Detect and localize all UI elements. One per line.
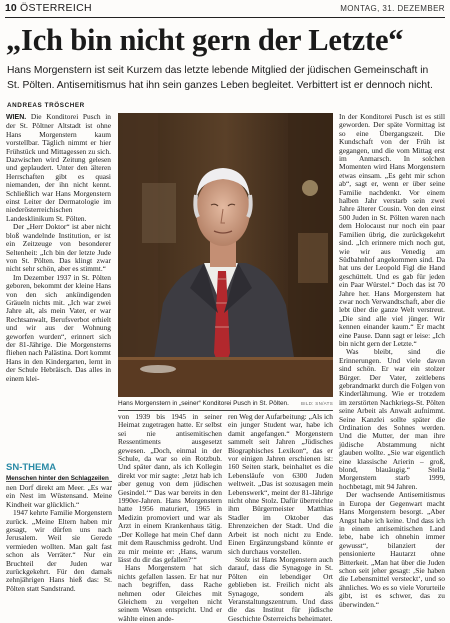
photo-illustration: [118, 113, 333, 397]
paragraph: ren Weg der Aufarbeitung: „Als ich ein junger Student war, habe ich damit angefangen.“ Morgenstern sammelt seit Jahren „Jüdisches Biographisches Lexikon“, das er vor einigen Jahren erschienen ist: 160 Seiten stark, beinhaltet es die Lebensläufe von 6300 Juden weltweit. „Das ist sozusagen mein Lebenswerk“, meint der 81-Jährige nicht ohne Stolz. Dafür überreichte ihm Bürgermeister Matthias Stadler im Oktober das Ehrenzeichen der Stadt. Und die Arbeit ist noch nicht zu Ende. Einen Ergänzungsband könnte er sich durchaus vorstellen.: [228, 412, 333, 556]
article-column-1: [6, 113, 111, 459]
paragraph: Der „Herr Doktor“ ist aber nicht bloß wandelnde Institution, er ist ein Zeitzeuge von besonderer Seltenheit: „Ich bin der letzte Jude von St. Pölten. Das klingt zwar nicht sehr schön, aber es stimmt.“: [6, 222, 111, 274]
paragraph: Stolz ist Hans Morgenstern auch darauf, dass die Synagoge in St. Pölten ein lebendiger Ort geblieben ist. Freilich nicht als Synagoge, sondern als Veranstaltungszentrum. Und dass die das Institut für jüdische Geschichte Österreichs beheimatet.: [228, 554, 333, 623]
paragraph: WIEN. Die Konditorei Pusch in der St. Pöltner Altstadt ist ohne Hans Morgenstern kaum vorstellbar. Täglich nimmt er hier Frühstück und Mittagessen zu sich. Dazwischen wird Zeitung gelesen und geplaudert. Unter den älteren Herrschaften gibt es quasi niemanden, der ihn nicht kennt. Schließlich war Hans Morgenstern einst Leiter der Dermatologie im niederösterreichischen Landesklinikum St. Pölten.: [6, 112, 111, 223]
paragraph: Was bleibt, sind die Erinnerungen. Und viele davon sind schön. Er war ein stolzer Bürger. Der Vater, zeitlebens gebrandmarkt durch die Folgen von Kinderlähmung. Wie er trotzdem im zerstörten Nachkriegs-St. Pölten seine Arbeit als Anwalt aufnimmt. Seine Kanzlei sollte später die Ordination des Sohnes werden. Und die Mutter, der man ihre jüdische Abstammung nicht glauben wollte. „Sie war eigentlich eine klassische Arierin – groß, blond, blauäugig.“ Stella Morgenstern starb 1999, hochbetagt, mit 94 Jahren.: [339, 347, 445, 491]
subheadline: Hans Morgenstern ist seit Kurzem das letzte lebende Mitglied der jüdischen Gemeinschaft in St. Pölten. Antisemitismus hat ihn sein ganzes Leben begleitet. Verbittert ist er dennoch nicht.: [7, 65, 433, 91]
sn-thema-rule: [6, 481, 112, 482]
page-number: 10: [5, 2, 17, 14]
dateline: WIEN.: [6, 114, 27, 121]
sn-thema-tag: SN-THEMA: [6, 462, 57, 473]
paragraph: Der wachsende Antisemitismus in Europa der Gegenwart macht Hans Morgenstern besorgt. „Aber Angst habe ich keine. Und dass ich in einem antisemitischen Land lebe, habe ich ohnehin immer gewusst“, bilanziert der pensionierte Hautarzt ohne Bitterkeit. „Man hat über die Juden schon seit jeher gesagt: ‚Sie haben die Lebensmittel versteckt‘, und so ähnliches. Wo es so viele Vorurteile gibt, ist es schwer, das zu überwinden.“: [339, 490, 445, 609]
sn-thema-box: [6, 462, 112, 482]
masthead: [5, 2, 445, 16]
sn-thema-tagline: Menschen hinter den Schlagzeilen: [6, 475, 109, 482]
issue-date: MONTAG, 31. DEZEMBER: [340, 4, 445, 13]
caption-text: Hans Morgenstern in „seiner“ Konditorei Pusch in St. Pölten.: [118, 400, 289, 407]
paragraph: In der Konditorei Pusch ist es still geworden. Der späte Vormittag ist so eine Übergangszeit. Die Kundschaft von der Früh ist gegangen, und die vom Mittag erst im Anmarsch. In solchen Momenten wird Hans Morgenstern etwas einsam. „Es geht mir schon ab“, sagt er, wenn er über seine Familie nachdenkt. Vor einem halben Jahr verstarb sein zwei Jahre älterer Cousin. Von den einst 500 Juden in St. Pölten waren nach dem Holocaust nur noch ein paar Familien übrig, die zurückgekehrt sind. „Ich erinnere mich noch gut, wie wir aus Venedig am Südbahnhof angekommen sind. Da hat uns der Leopold Figl die Hand geschüttelt. Und es gab für jeden ein Paar Würstel.“ Doch das ist 70 Jahre her. Hans Morgenstern hat zwar noch Verwandtschaft, aber die lebt über die ganze Welt verstreut. „Die sind alle viel jünger. Wir kennen einander kaum.“ Er macht eine Pause. Dann sagt er leise: „Ich bin nicht gern der Letzte.“: [339, 112, 445, 348]
section-name: ÖSTERREICH: [20, 2, 92, 14]
headline: „Ich bin nicht gern der Letzte“: [6, 23, 404, 57]
portrait-photo: [118, 113, 333, 397]
photo-credit: BILD: SN/ATS: [300, 400, 333, 406]
paragraph: nen Dorf direkt am Meer. „Es war ein Nest im Wüstensand. Meine Kindheit war glücklich.“: [6, 483, 112, 509]
paragraph: von 1939 bis 1945 in seiner Heimat zugetragen hatte. Er selbst sei nie antisemitischen Ressentiments ausgesetzt gewesen. „Doch, einmal in der Schule, da war so ein Rotzbub. Und später dann, als ich Kollegin direkt vor mir sagte: ‚Jetzt hab ich aber genug von dem jüdischen Gesindel.‘“ Das war bereits in den 1990er-Jahren. Hans Morgenstern hatte 1956 maturiert, 1965 in Medizin promoviert und war als Arzt in einem Krankenhaus tätig. „Der Kollege hat mein Chef dann mit dem Rauschmiss gedroht. Und zu mir meinte er: ‚Hans, warum lässt du dir das gefallen?‘“: [118, 412, 222, 564]
article-column-right: [339, 112, 445, 609]
paragraph: Hans Morgenstern hat sich nichts gefallen lassen. Er hat nur nach begriffen, dass Rache nehmen oder Gleiches mit Gleichem zu vergelten nicht seinem Wesen entspricht. Und er wählte einen ande-: [118, 563, 222, 623]
article-column-1-continued: [6, 484, 112, 598]
article-column-3: [228, 412, 333, 623]
article-column-2: [118, 412, 222, 623]
top-rule: [5, 17, 445, 18]
caption-rule: [118, 410, 333, 411]
author-byline: ANDREAS TRÖSCHER: [7, 102, 85, 109]
paragraph: Im Dezember 1937 in St. Pölten geboren, bekommt der kleine Hans von den sich ankündigenden Gräueln nichts mit. „Ich war zwei Jahre alt, als mein Vater, er war Rechtsanwalt, Berufsverbot erhielt und wir aus der Wohnung geworfen wurden“, erinnert sich der 81-Jährige. Die Morgensterns fliehen nach Palästina. Dort kommt Hans in den Kindergarten, lernt in der Schule Hebräisch. Das alles in einem klei-: [6, 272, 111, 383]
photo-caption: [118, 400, 333, 407]
paragraph: 1947 kehrte Familie Morgenstern zurück. „Meine Eltern haben mir gesagt, wir dürfen uns nach Jerusalem. Weil sie Gerede vermieden wollten. Man galt fast schon als Verräter.“ Nur ein Bruchteil der Juden war zurückgekehrt. Für den damals zehnjährigen Hans hieß das: St. Pölten statt Sandstrand.: [6, 508, 113, 593]
